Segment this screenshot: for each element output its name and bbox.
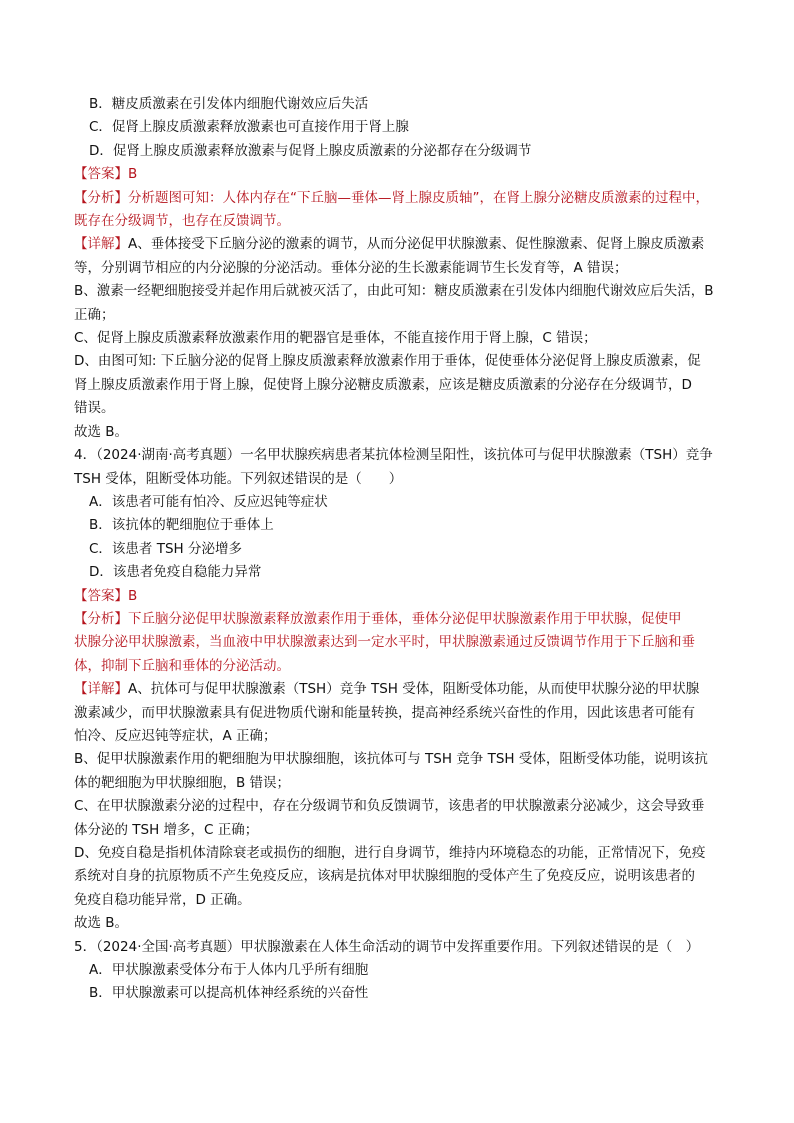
line-text: 5．（2024·全国·高考真题）甲状腺激素在人体生命活动的调节中发挥重要作用。下列叙述错误的是（ ） [74,938,700,955]
text-line [74,748,746,771]
line-text: 分析题图可知：人体内存在“下丘脑—垂体—肾上腺皮质轴”，在肾上腺分泌糖皮质激素的过程中， [128,189,709,206]
section-line [74,163,746,186]
line-text: 等，分别调节相应的内分泌腺的分泌活动。垂体分泌的生长激素能调节生长发育等，A 错误； [74,259,628,276]
line-text: TSH 受体，阻断受体功能。下列叙述错误的是（ ） [74,470,403,487]
text-line [74,631,746,654]
line-text: A、垂体接受下丘脑分泌的激素的调节，从而分泌促甲状腺激素、促性腺激素、促肾上腺皮质激素 [128,236,705,253]
line-text: 既存在分级调节，也存在反馈调节。 [74,213,290,230]
section-line [74,233,746,256]
line-text: D、由图可知: 下丘脑分泌的促肾上腺皮质激素释放激素作用于垂体，促使垂体分泌促肾上腺皮质激素，促 [74,353,701,370]
line-text: 故选 B。 [74,423,129,440]
text-line [74,350,746,373]
line-text: 故选 B。 [74,915,129,932]
section-line [74,585,746,608]
text-line [74,444,746,467]
line-text: 4．（2024·湖南·高考真题）一名甲状腺疾病患者某抗体检测呈阳性，该抗体可与促甲状腺激素（TSH）竞争 [74,447,713,464]
line-text: B．糖皮质激素在引发体内细胞代谢效应后失活 [89,96,369,112]
option-line [74,561,746,584]
text-line [74,772,746,795]
text-line [74,889,746,912]
section-line [74,608,746,631]
line-text: 状腺分泌甲状腺激素，当血液中甲状腺激素达到一定水平时，甲状腺激素通过反馈调节作用于下丘脑和垂 [74,634,695,651]
option-line [74,514,746,537]
text-line [74,655,746,678]
option-line [74,140,746,163]
section-tag: 【分析】 [74,189,128,206]
line-text: B [128,166,138,183]
option-line [74,93,746,116]
option-line [74,959,746,982]
text-line [74,374,746,397]
text-line [74,819,746,842]
text-line [74,397,746,420]
line-text: C．该患者 TSH 分泌增多 [89,540,242,557]
line-text: 激素减少，而甲状腺激素具有促进物质代谢和能量转换，提高神经系统兴奋性的作用，因此该患者可能有 [74,704,695,721]
line-text: 怕冷、反应迟钝等症状，A 正确； [74,727,277,744]
text-line [74,304,746,327]
line-text: 体，抑制下丘脑和垂体的分泌活动。 [74,657,290,674]
option-line [74,538,746,561]
text-line [74,865,746,888]
line-text: C．促肾上腺皮质激素释放激素也可直接作用于肾上腺 [89,119,409,136]
line-text: B．该抗体的靶细胞位于垂体上 [89,517,274,534]
text-line [74,912,746,935]
line-text: A．该患者可能有怕冷、反应迟钝等症状 [89,493,328,510]
section-tag: 【分析】 [74,610,128,627]
line-text: 正确； [74,306,115,323]
text-line [74,842,746,865]
text-line [74,327,746,350]
text-line [74,257,746,280]
line-text: 免疫自稳功能异常，D 正确。 [74,891,251,908]
line-text: C、促肾上腺皮质激素释放激素作用的靶器官是垂体，不能直接作用于肾上腺，C 错误； [74,330,597,347]
line-text: B、激素一经靶细胞接受并起作用后就被灭活了，由此可知：糖皮质激素在引发体内细胞代谢效应后失活，B [74,283,714,300]
line-text: A、抗体可与促甲状腺激素（TSH）竞争 TSH 受体，阻断受体功能，从而使甲状腺分泌的甲状腺 [128,681,700,698]
text-line [74,210,746,233]
text-line [74,702,746,725]
text-line [74,725,746,748]
line-text: A．甲状腺激素受体分布于人体内几乎所有细胞 [89,962,369,979]
text-line [74,468,746,491]
text-line [74,795,746,818]
line-text: B．甲状腺激素可以提高机体神经系统的兴奋性 [89,985,369,1002]
option-line [74,116,746,139]
section-tag: 【详解】 [74,681,128,698]
section-tag: 【答案】 [74,166,128,183]
option-line [74,491,746,514]
line-text: 错误。 [74,400,115,417]
line-text: 体的靶细胞为甲状腺细胞，B 错误； [74,774,291,791]
line-text: D、免疫自稳是指机体清除衰老或损伤的细胞，进行自身调节，维持内环境稳态的功能，正常情况下，免疫 [74,845,706,861]
line-text: B、促甲状腺激素作用的靶细胞为甲状腺细胞，该抗体可与 TSH 竞争 TSH 受体，阻断受体功能，说明该抗 [74,751,708,768]
line-text: D．促肾上腺皮质激素释放激素与促肾上腺皮质激素的分泌都存在分级调节 [89,142,532,159]
text-line [74,280,746,303]
section-line [74,678,746,701]
text-line [74,936,746,959]
line-text: D．该患者免疫自稳能力异常 [89,564,262,581]
line-text: 体分泌的 TSH 增多，C 正确； [74,821,259,838]
line-text: 系统对自身的抗原物质不产生免疫反应，该病是抗体对甲状腺细胞的受体产生了免疫反应，说明该患者的 [74,868,695,885]
document-body [74,93,746,1006]
document-page [74,93,746,1006]
section-tag: 【答案】 [74,587,128,604]
line-text: 下丘脑分泌促甲状腺激素释放激素作用于垂体，垂体分泌促甲状腺激素作用于甲状腺，促使甲 [128,610,682,627]
option-line [74,982,746,1005]
section-line [74,187,746,210]
line-text: 肾上腺皮质激素作用于肾上腺，促使肾上腺分泌糖皮质激素，应该是糖皮质激素的分泌存在分级调节，D [74,376,692,393]
line-text: C、在甲状腺激素分泌的过程中，存在分级调节和负反馈调节，该患者的甲状腺激素分泌减少，这会导致垂 [74,798,705,815]
line-text: B [128,587,138,604]
text-line [74,421,746,444]
section-tag: 【详解】 [74,236,128,253]
